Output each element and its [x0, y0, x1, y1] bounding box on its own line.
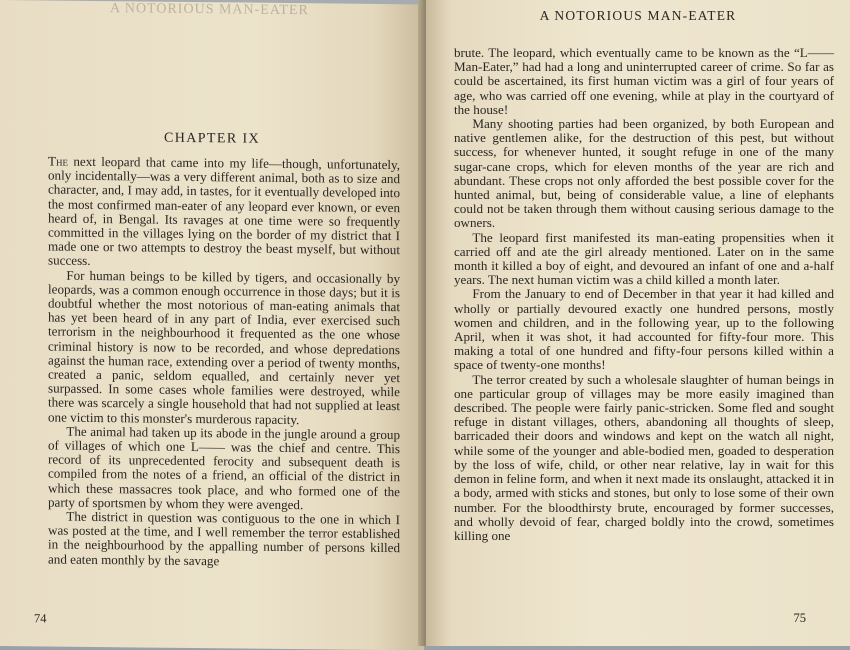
paragraph: The terror created by such a wholesale slaughter of human beings in one particular group of villages may be more easily imagined than described. The people were fairly panic-stricken. Some fled and sought refuge in distant villages, others, abandoning all thoughts of sleep, barricaded their doors and windows and kept on the watch all night, while some of the younger and able-bodied men, goaded to desperation by the loss of wife, child, or other near relative, lay in wait for this demon in feline form, and when it next made its onslaught, attacked it in a body, armed with sticks and stones, but only to lose some of their own number. For the bloodthirsty brute, encouraged by former successes, and wholly devoid of fear, charged boldly into the crowd, sometimes killing one [454, 371, 834, 543]
paragraph: From the January to end of December in that year it had killed and wholly or partially devoured exactly one hundred persons, mostly women and children, and in the following year, up to the following April, when it was shot, it had accounted for fifty-four more. This making a total of one hundred and fifty-four persons killed within a space of twenty-one months! [454, 286, 834, 373]
left-page-body [48, 155, 400, 571]
right-page [426, 0, 850, 646]
paragraph: The district in question was contiguous to the one in which I was posted at the time, and I well remember the terror established in the neighbourhood by the appalling number of persons killed and eaten monthly by the savage [48, 508, 400, 568]
paragraph: brute. The leopard, which eventually came to be known as the “L—— Man-Eater,” had had a long and uninterrupted career of crime. So far as could be ascertained, its first human victim was a girl of four years of age, who was carried off one evening, while at play in the courtyard of the house! [454, 45, 834, 117]
paragraph: For human beings to be killed by tigers, and occasionally by leopards, was a common enough occurrence in those days; but it is doubtful whether the most notorious of man-eating animals that has yet been heard of in any part of India, ever exercised such terrorism in the neighbourhood it frequented as the one whose criminal history is now to be recorded, and whose depredations against the human race, extending over a period of twenty months, created a panic, seldom equalled, and certainly never yet surpassed. In some cases whole families were destroyed, while there was scarcely a single household that had not supplied at least one victim to this monster's murderous rapacity. [48, 267, 400, 427]
paragraph: Many shooting parties had been organized, by both European and native gentlemen alike, for the destruction of this pest, but without success, for whenever hunted, it sought refuge in one of the many sugar-cane crops, which for eleven months of the year are rich and abundant. These crops not only afforded the best possible cover for the hunted animal, but, being of considerable value, a line of elephants could not be taken through them without causing serious damage to the owners. [454, 116, 834, 231]
page-number: 74 [34, 611, 47, 626]
right-page-body [454, 46, 834, 543]
left-page [0, 0, 424, 650]
paragraph: The next leopard that came into my life—though, unfortunately, only incidentally—was a very different animal, both as to size and character, and, I may add, in tastes, for it eventually developed into the most confirmed man-eater of any leopard ever known, or even heard of, in Bengal. Its ravages at one time were so frequently committed in the villages lying on the border of my district that I made one or two attempts to destroy the beast myself, but without success. [48, 153, 400, 269]
paragraph: The animal had taken up its abode in the jungle around a group of villages of which one L—— was the chief and centre. This record of its unprecedented ferocity and subsequent death is compiled from the notes of a friend, an official of the district in which these massacres took place, and who formed one of the party of sportsmen by whom they were avenged. [48, 423, 400, 513]
page-number: 75 [793, 611, 806, 625]
paragraph: The leopard first manifested its man-eating propensities when it carried off and ate the girl already mentioned. Later on in the same month it killed a boy of eight, and devoured an infant of one and a-half years. The next human victim was a child killed a month later. [454, 229, 834, 288]
bleed-through-heading: A NOTORIOUS MAN-EATER [110, 1, 309, 19]
running-head: A NOTORIOUS MAN-EATER [539, 8, 737, 23]
chapter-title: CHAPTER IX [163, 130, 261, 147]
opening-word: The [48, 153, 68, 169]
